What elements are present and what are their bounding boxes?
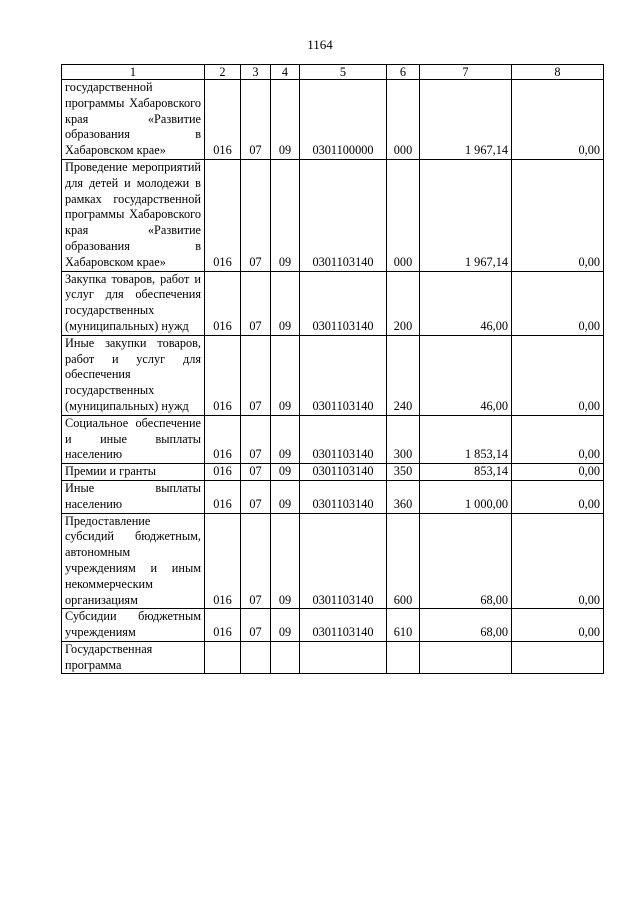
cell-col-5: 0301103140	[300, 415, 387, 463]
cell-col-2: 016	[205, 513, 241, 609]
cell-col-5: 0301103140	[300, 159, 387, 271]
column-header-1: 1	[62, 65, 205, 80]
column-header-3: 3	[241, 65, 271, 80]
cell-col-2: 016	[205, 335, 241, 415]
table-row	[62, 641, 604, 674]
cell-col-8: 0,00	[512, 271, 604, 335]
cell-col-3: 07	[241, 415, 271, 463]
table-row	[62, 464, 604, 481]
cell-col-7: 46,00	[420, 335, 512, 415]
table-row	[62, 415, 604, 463]
cell-col-8	[512, 641, 604, 674]
row-name: Премии и гранты	[62, 464, 205, 481]
cell-col-4: 09	[271, 480, 300, 513]
cell-col-2: 016	[205, 271, 241, 335]
cell-col-2: 016	[205, 159, 241, 271]
header-row	[62, 65, 604, 80]
cell-col-7: 46,00	[420, 271, 512, 335]
cell-col-5: 0301103140	[300, 464, 387, 481]
cell-col-5: 0301100000	[300, 80, 387, 160]
cell-col-8: 0,00	[512, 80, 604, 160]
table-row	[62, 480, 604, 513]
row-name: Предоставление субсидий бюджетным, автономным учреждениям и иным некоммерческим организациям	[62, 513, 205, 609]
cell-col-3	[241, 641, 271, 674]
table-row	[62, 159, 604, 271]
cell-col-4: 09	[271, 271, 300, 335]
cell-col-6: 600	[387, 513, 420, 609]
cell-col-4: 09	[271, 159, 300, 271]
cell-col-2: 016	[205, 415, 241, 463]
cell-col-3: 07	[241, 609, 271, 642]
cell-col-7: 1 967,14	[420, 159, 512, 271]
budget-table	[61, 64, 604, 674]
cell-col-8: 0,00	[512, 335, 604, 415]
cell-col-3: 07	[241, 513, 271, 609]
row-name: Иные закупки товаров, работ и услуг для обеспечения государственных (муниципальных) нужд	[62, 335, 205, 415]
cell-col-7: 68,00	[420, 609, 512, 642]
cell-col-4: 09	[271, 609, 300, 642]
cell-col-5: 0301103140	[300, 271, 387, 335]
cell-col-3: 07	[241, 335, 271, 415]
cell-col-6: 360	[387, 480, 420, 513]
table-row	[62, 80, 604, 160]
column-header-6: 6	[387, 65, 420, 80]
row-name: Социальное обеспечение и иные выплаты населению	[62, 415, 205, 463]
cell-col-7: 1 853,14	[420, 415, 512, 463]
cell-col-2: 016	[205, 464, 241, 481]
cell-col-5: 0301103140	[300, 513, 387, 609]
cell-col-7: 1 000,00	[420, 480, 512, 513]
cell-col-4: 09	[271, 80, 300, 160]
cell-col-2	[205, 641, 241, 674]
cell-col-2: 016	[205, 80, 241, 160]
cell-col-6	[387, 641, 420, 674]
cell-col-8: 0,00	[512, 415, 604, 463]
cell-col-5: 0301103140	[300, 480, 387, 513]
cell-col-4: 09	[271, 513, 300, 609]
column-header-8: 8	[512, 65, 604, 80]
cell-col-3: 07	[241, 159, 271, 271]
cell-col-7	[420, 641, 512, 674]
cell-col-3: 07	[241, 271, 271, 335]
row-name: Государственная программа	[62, 641, 205, 674]
cell-col-7: 853,14	[420, 464, 512, 481]
cell-col-5: 0301103140	[300, 335, 387, 415]
cell-col-3: 07	[241, 480, 271, 513]
cell-col-4: 09	[271, 464, 300, 481]
cell-col-8: 0,00	[512, 480, 604, 513]
cell-col-6: 610	[387, 609, 420, 642]
cell-col-2: 016	[205, 480, 241, 513]
cell-col-6: 200	[387, 271, 420, 335]
row-name: Иные выплаты населению	[62, 480, 205, 513]
table-row	[62, 513, 604, 609]
cell-col-5: 0301103140	[300, 609, 387, 642]
cell-col-6: 000	[387, 159, 420, 271]
column-header-4: 4	[271, 65, 300, 80]
row-name: Проведение мероприятий для детей и молодежи в рамках государственной программы Хабаровского края «Развитие образования в Хабаровском крае»	[62, 159, 205, 271]
row-name: государственной программы Хабаровского края «Развитие образования в Хабаровском крае»	[62, 80, 205, 160]
row-name: Закупка товаров, работ и услуг для обеспечения государственных (муниципальных) нужд	[62, 271, 205, 335]
cell-col-3: 07	[241, 464, 271, 481]
cell-col-4: 09	[271, 415, 300, 463]
cell-col-4	[271, 641, 300, 674]
page-number: 1164	[307, 37, 333, 52]
table-row	[62, 271, 604, 335]
column-header-7: 7	[420, 65, 512, 80]
cell-col-3: 07	[241, 80, 271, 160]
cell-col-8: 0,00	[512, 513, 604, 609]
cell-col-6: 300	[387, 415, 420, 463]
cell-col-6: 350	[387, 464, 420, 481]
table-row	[62, 335, 604, 415]
table-row	[62, 609, 604, 642]
cell-col-4: 09	[271, 335, 300, 415]
cell-col-6: 240	[387, 335, 420, 415]
cell-col-5	[300, 641, 387, 674]
cell-col-7: 68,00	[420, 513, 512, 609]
cell-col-8: 0,00	[512, 464, 604, 481]
cell-col-7: 1 967,14	[420, 80, 512, 160]
cell-col-8: 0,00	[512, 609, 604, 642]
cell-col-2: 016	[205, 609, 241, 642]
column-header-2: 2	[205, 65, 241, 80]
cell-col-8: 0,00	[512, 159, 604, 271]
cell-col-6: 000	[387, 80, 420, 160]
row-name: Субсидии бюджетным учреждениям	[62, 609, 205, 642]
column-header-5: 5	[300, 65, 387, 80]
